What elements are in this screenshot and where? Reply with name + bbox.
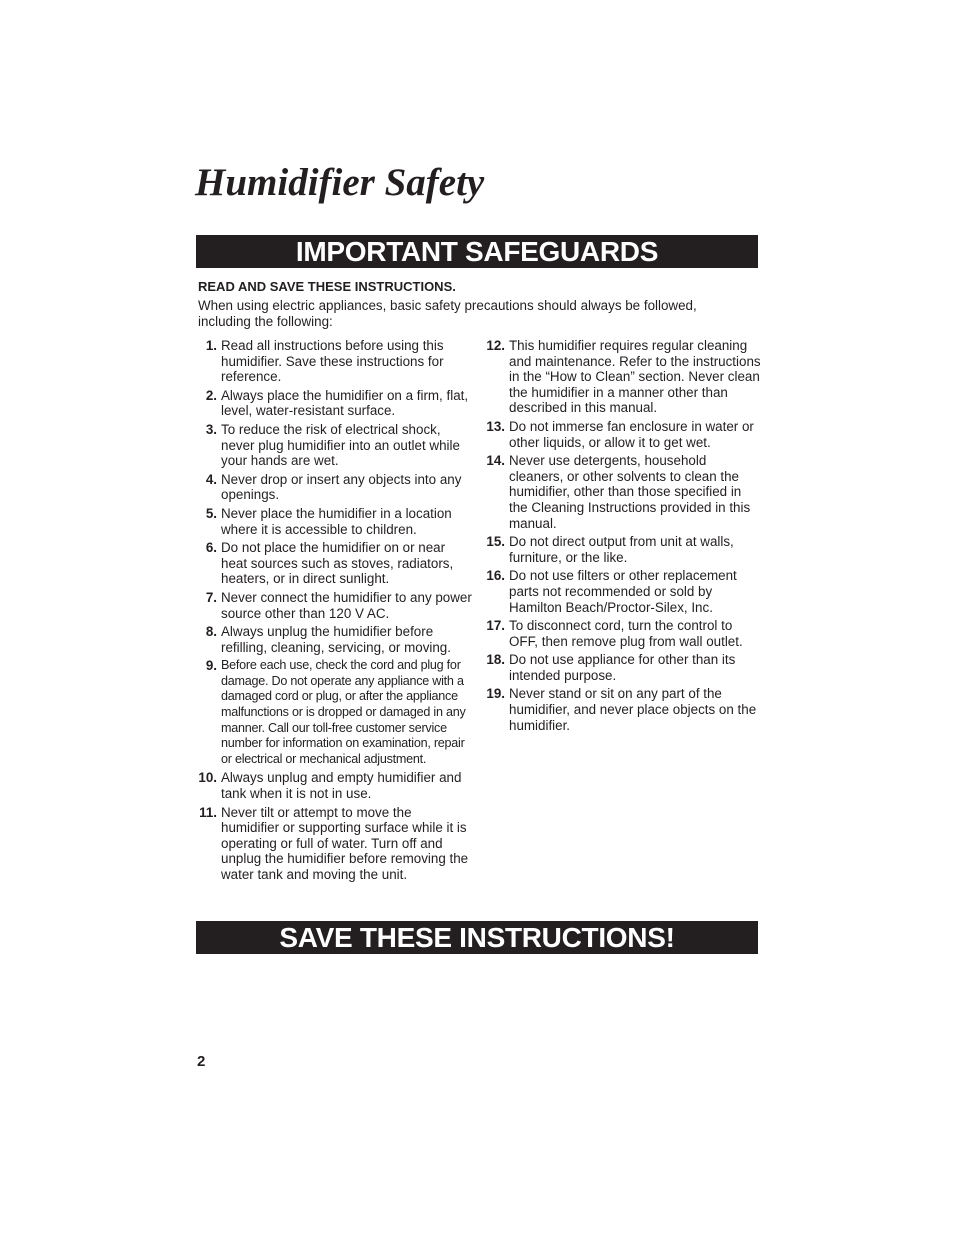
item-text: To reduce the risk of electrical shock, never plug humidifier into an outlet while your hands are wet.	[221, 421, 460, 469]
list-item	[484, 419, 762, 450]
list-item	[484, 618, 762, 649]
item-number: 14.	[486, 453, 505, 469]
item-text: This humidifier requires regular cleaning and maintenance. Refer to the instructions in the “How to Clean” section. Never clean the humidifier in a manner other than described in this manual.	[509, 338, 761, 416]
item-text: Do not direct output from unit at walls, furniture, or the like.	[509, 534, 734, 565]
item-number: 2.	[205, 387, 217, 403]
save-instructions-banner: SAVE THESE INSTRUCTIONS!	[196, 921, 758, 954]
item-text: Do not place the humidifier on or near heat sources such as stoves, radiators, heaters, or in direct sunlight.	[221, 540, 454, 587]
item-text: Do not use appliance for other than its intended purpose.	[509, 652, 736, 683]
item-number: 7.	[205, 589, 217, 605]
item-text: Never stand or sit on any part of the humidifier, and never place objects on the humidifier.	[509, 686, 757, 733]
list-item	[196, 422, 472, 469]
safeguards-list-left	[196, 338, 472, 886]
item-text: Always place the humidifier on a firm, flat, level, water-resistant surface.	[221, 387, 469, 419]
list-item	[196, 624, 472, 655]
item-number: 15.	[486, 534, 505, 550]
list-item	[196, 472, 472, 503]
item-number: 5.	[205, 505, 217, 521]
item-text: Read all instructions before using this humidifier. Save these instructions for reference.	[221, 338, 444, 385]
item-text: Do not immerse fan enclosure in water or other liquids, or allow it to get wet.	[509, 418, 754, 450]
list-item	[196, 770, 472, 801]
item-text: Never use detergents, household cleaners, or other solvents to clean the humidifier, other than those specified in the Cleaning Instructions provided in this manual.	[509, 453, 751, 531]
item-text: Do not use filters or other replacement parts not recommended or sold by Hamilton Beach/Proctor-Silex, Inc.	[509, 568, 737, 615]
item-text: Never drop or insert any objects into any openings.	[221, 471, 462, 503]
item-text: Before each use, check the cord and plug for damage. Do not operate any appliance with a damaged cord or plug, or after the appliance malfunctions or is dropped or damaged in any manner. Call our toll-free customer service number for information on examination, repair or electrical or mechanical adjustment.	[221, 658, 466, 766]
item-text: Always unplug and empty humidifier and tank when it is not in use.	[221, 770, 462, 802]
list-item	[484, 568, 762, 615]
item-number: 10.	[198, 770, 217, 786]
item-number: 16.	[486, 568, 505, 584]
page-number: 2	[197, 1053, 206, 1070]
item-number: 3.	[205, 421, 217, 437]
item-number: 18.	[486, 652, 505, 668]
item-number: 13.	[486, 418, 505, 434]
item-number: 19.	[486, 686, 505, 702]
list-item	[196, 658, 472, 767]
list-item	[196, 590, 472, 621]
list-item	[484, 652, 762, 683]
intro-paragraph: When using electric appliances, basic safety precautions should always be followed, including the following:	[198, 298, 697, 329]
important-safeguards-banner: IMPORTANT SAFEGUARDS	[196, 235, 758, 268]
item-number: 1.	[205, 338, 217, 353]
item-number: 17.	[486, 618, 505, 634]
item-number: 6.	[205, 540, 217, 556]
list-item	[484, 338, 762, 416]
list-item	[196, 506, 472, 537]
item-text: To disconnect cord, turn the control to OFF, then remove plug from wall outlet.	[509, 618, 743, 649]
item-text: Always unplug the humidifier before refilling, cleaning, servicing, or moving.	[221, 624, 451, 655]
read-save-heading: READ AND SAVE THESE INSTRUCTIONS.	[198, 279, 456, 294]
page-title: Humidifier Safety	[195, 161, 485, 204]
list-item	[484, 453, 762, 531]
item-number: 4.	[205, 471, 217, 487]
safeguards-list-right	[484, 338, 762, 736]
list-item	[484, 686, 762, 733]
item-number: 11.	[199, 804, 217, 820]
item-text: Never place the humidifier in a location where it is accessible to children.	[221, 505, 452, 537]
list-item	[196, 540, 472, 587]
list-item	[196, 388, 472, 419]
item-text: Never tilt or attempt to move the humidifier or supporting surface while it is operating or full of water. Turn off and unplug the humidifier before removing the water tank and moving the unit.	[221, 804, 469, 882]
item-number: 8.	[205, 624, 217, 640]
list-item	[196, 805, 472, 883]
list-item	[484, 534, 762, 565]
item-text: Never connect the humidifier to any power source other than 120 V AC.	[221, 589, 472, 621]
item-number: 12.	[486, 338, 505, 353]
item-number: 9.	[205, 658, 217, 674]
list-item	[196, 338, 472, 385]
